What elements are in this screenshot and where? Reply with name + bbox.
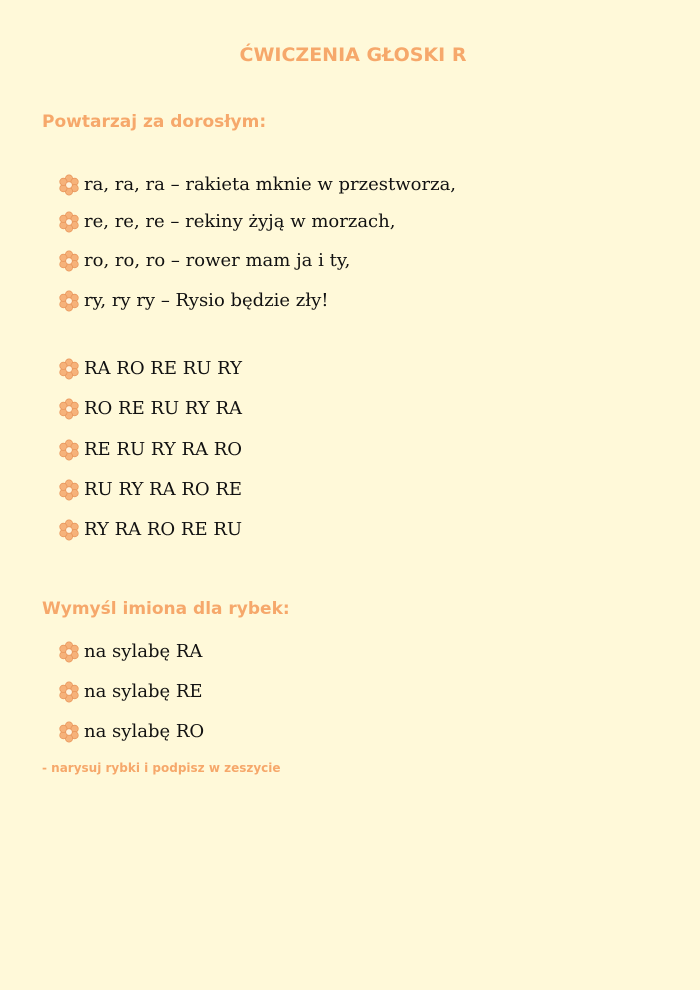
flower-bullet-icon [58, 681, 80, 703]
list-item-text: na sylabę RA [84, 641, 203, 662]
flower-bullet-icon [58, 250, 80, 272]
section-heading-fish-names: Wymyśl imiona dla rybek: [42, 599, 290, 619]
list-item-text: RY RA RO RE RU [84, 519, 243, 540]
list-item-text: re, re, re – rekiny żyją w morzach, [84, 211, 396, 232]
flower-bullet-icon [58, 398, 80, 420]
flower-bullet-icon [58, 479, 80, 501]
list-item-text: RO RE RU RY RA [84, 398, 243, 419]
list-item-text: RU RY RA RO RE [84, 479, 243, 500]
list-item [58, 439, 242, 461]
page-title: ĆWICZENIA GŁOSKI R [239, 44, 467, 66]
flower-bullet-icon [58, 641, 80, 663]
flower-bullet-icon [58, 519, 80, 541]
flower-bullet-icon [58, 358, 80, 380]
list-item-text: na sylabę RO [84, 721, 205, 742]
list-item-text: RE RU RY RA RO [84, 439, 243, 460]
list-item [58, 681, 203, 703]
flower-bullet-icon [58, 290, 80, 312]
list-item-text: ro, ro, ro – rower mam ja i ty, [84, 250, 351, 271]
flower-bullet-icon [58, 721, 80, 743]
flower-bullet-icon [58, 174, 80, 196]
list-item [58, 479, 242, 501]
list-item [58, 290, 329, 312]
flower-bullet-icon [58, 211, 80, 233]
instruction-note: - narysuj rybki i podpisz w zeszycie [42, 761, 281, 775]
list-item [58, 641, 202, 663]
list-item [58, 398, 242, 420]
list-item [58, 358, 242, 380]
list-item-text: ra, ra, ra – rakieta mknie w przestworza, [84, 174, 457, 195]
list-item-text: ry, ry ry – Rysio będzie zły! [84, 290, 329, 311]
list-item [58, 211, 395, 233]
list-item [58, 174, 456, 196]
section-heading-repeat: Powtarzaj za dorosłym: [42, 112, 267, 132]
flower-bullet-icon [58, 439, 80, 461]
list-item [58, 519, 242, 541]
list-item-text: na sylabę RE [84, 681, 203, 702]
list-item-text: RA RO RE RU RY [84, 358, 243, 379]
list-item [58, 250, 350, 272]
list-item [58, 721, 204, 743]
